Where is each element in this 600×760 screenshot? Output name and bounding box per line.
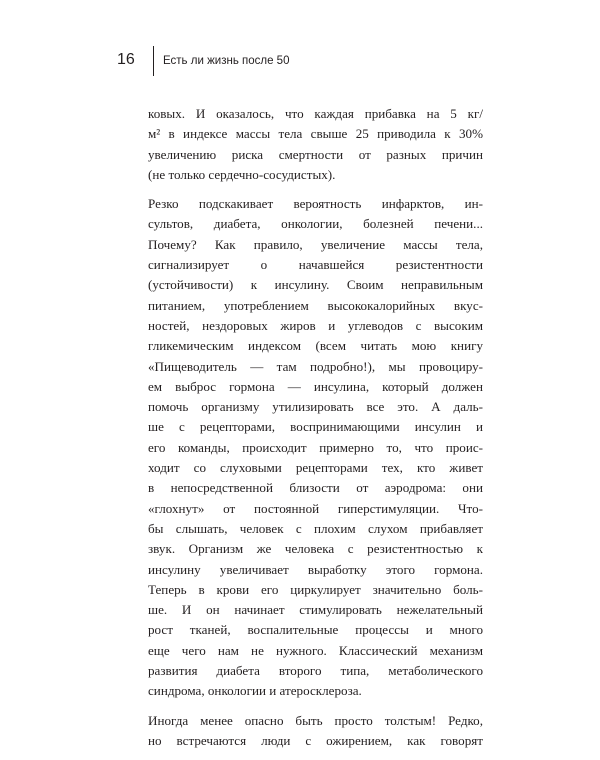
text-line: м² в индексе массы тела свыше 25 приводила к 30%	[148, 126, 483, 142]
text-line: ше с рецепторами, воспринимающими инсулин и	[148, 419, 483, 435]
text-line: Резко подскакивает вероятность инфарктов, ин-	[148, 196, 483, 212]
text-line: в непосредственной близости от аэродрома: они	[148, 480, 483, 496]
paragraph-2	[148, 194, 483, 701]
text-line: но встречаются люди с ожирением, как говорят	[148, 732, 483, 748]
text-line: Иногда менее опасно быть просто толстым! Редко,	[148, 712, 483, 728]
text-line: сультов, диабета, онкологии, болезней печени...	[148, 216, 483, 232]
text-line: бы слышать, человек с плохим слухом прибавляет	[148, 520, 483, 536]
header-divider	[153, 46, 154, 76]
paragraph-1	[148, 104, 483, 185]
text-line: помочь организму утилизировать все это. А даль-	[148, 399, 483, 415]
text-line: (устойчивости) к инсулину. Своим неправильным	[148, 277, 483, 293]
text-line: ходит со слуховыми рецепторами тех, кто живет	[148, 460, 483, 476]
text-line: синдрома, онкологии и атеросклероза.	[148, 683, 362, 699]
text-line: звук. Организм же человека с резистентностью к	[148, 541, 483, 557]
text-line: гликемическим индексом (всем читать мою книгу	[148, 338, 483, 354]
running-title: Есть ли жизнь после 50	[163, 55, 290, 67]
paragraph-3	[148, 711, 483, 752]
text-line: еще чего нам не нужного. Классический механизм	[148, 642, 483, 658]
body-text	[148, 104, 483, 760]
text-line: ковых. И оказалось, что каждая прибавка на 5 кг/	[148, 106, 483, 121]
text-line: рост тканей, воспалительные процессы и много	[148, 622, 483, 638]
text-line: сигнализирует о начавшейся резистентности	[148, 257, 483, 273]
text-line: ем выброс гормона — инсулина, который должен	[148, 378, 483, 394]
text-line: развития диабета второго типа, метаболического	[148, 663, 483, 679]
text-line: инсулину увеличивает выработку этого гормона.	[148, 561, 483, 577]
text-line: увеличению риска смертности от разных причин	[148, 146, 483, 162]
text-line: «Пищеводитель — там подробно!), мы провоциру-	[148, 358, 483, 374]
text-line: ностей, нездоровых жиров и углеводов с высоким	[148, 317, 483, 333]
text-line: (не только сердечно-сосудистых).	[148, 166, 336, 182]
text-line: его команды, происходит примерно то, что проис-	[148, 439, 483, 455]
text-line: Почему? Как правило, увеличение массы тела,	[148, 236, 483, 252]
text-line: «глохнут» от постоянной гиперстимуляции. Что-	[148, 500, 483, 516]
page-number: 16	[117, 51, 135, 68]
text-line: Теперь в крови его циркулирует значительно боль-	[148, 581, 483, 597]
text-line: ше. И он начинает стимулировать нежелательный	[148, 602, 483, 618]
text-line: питанием, употреблением высококалорийных вкус-	[148, 297, 483, 313]
